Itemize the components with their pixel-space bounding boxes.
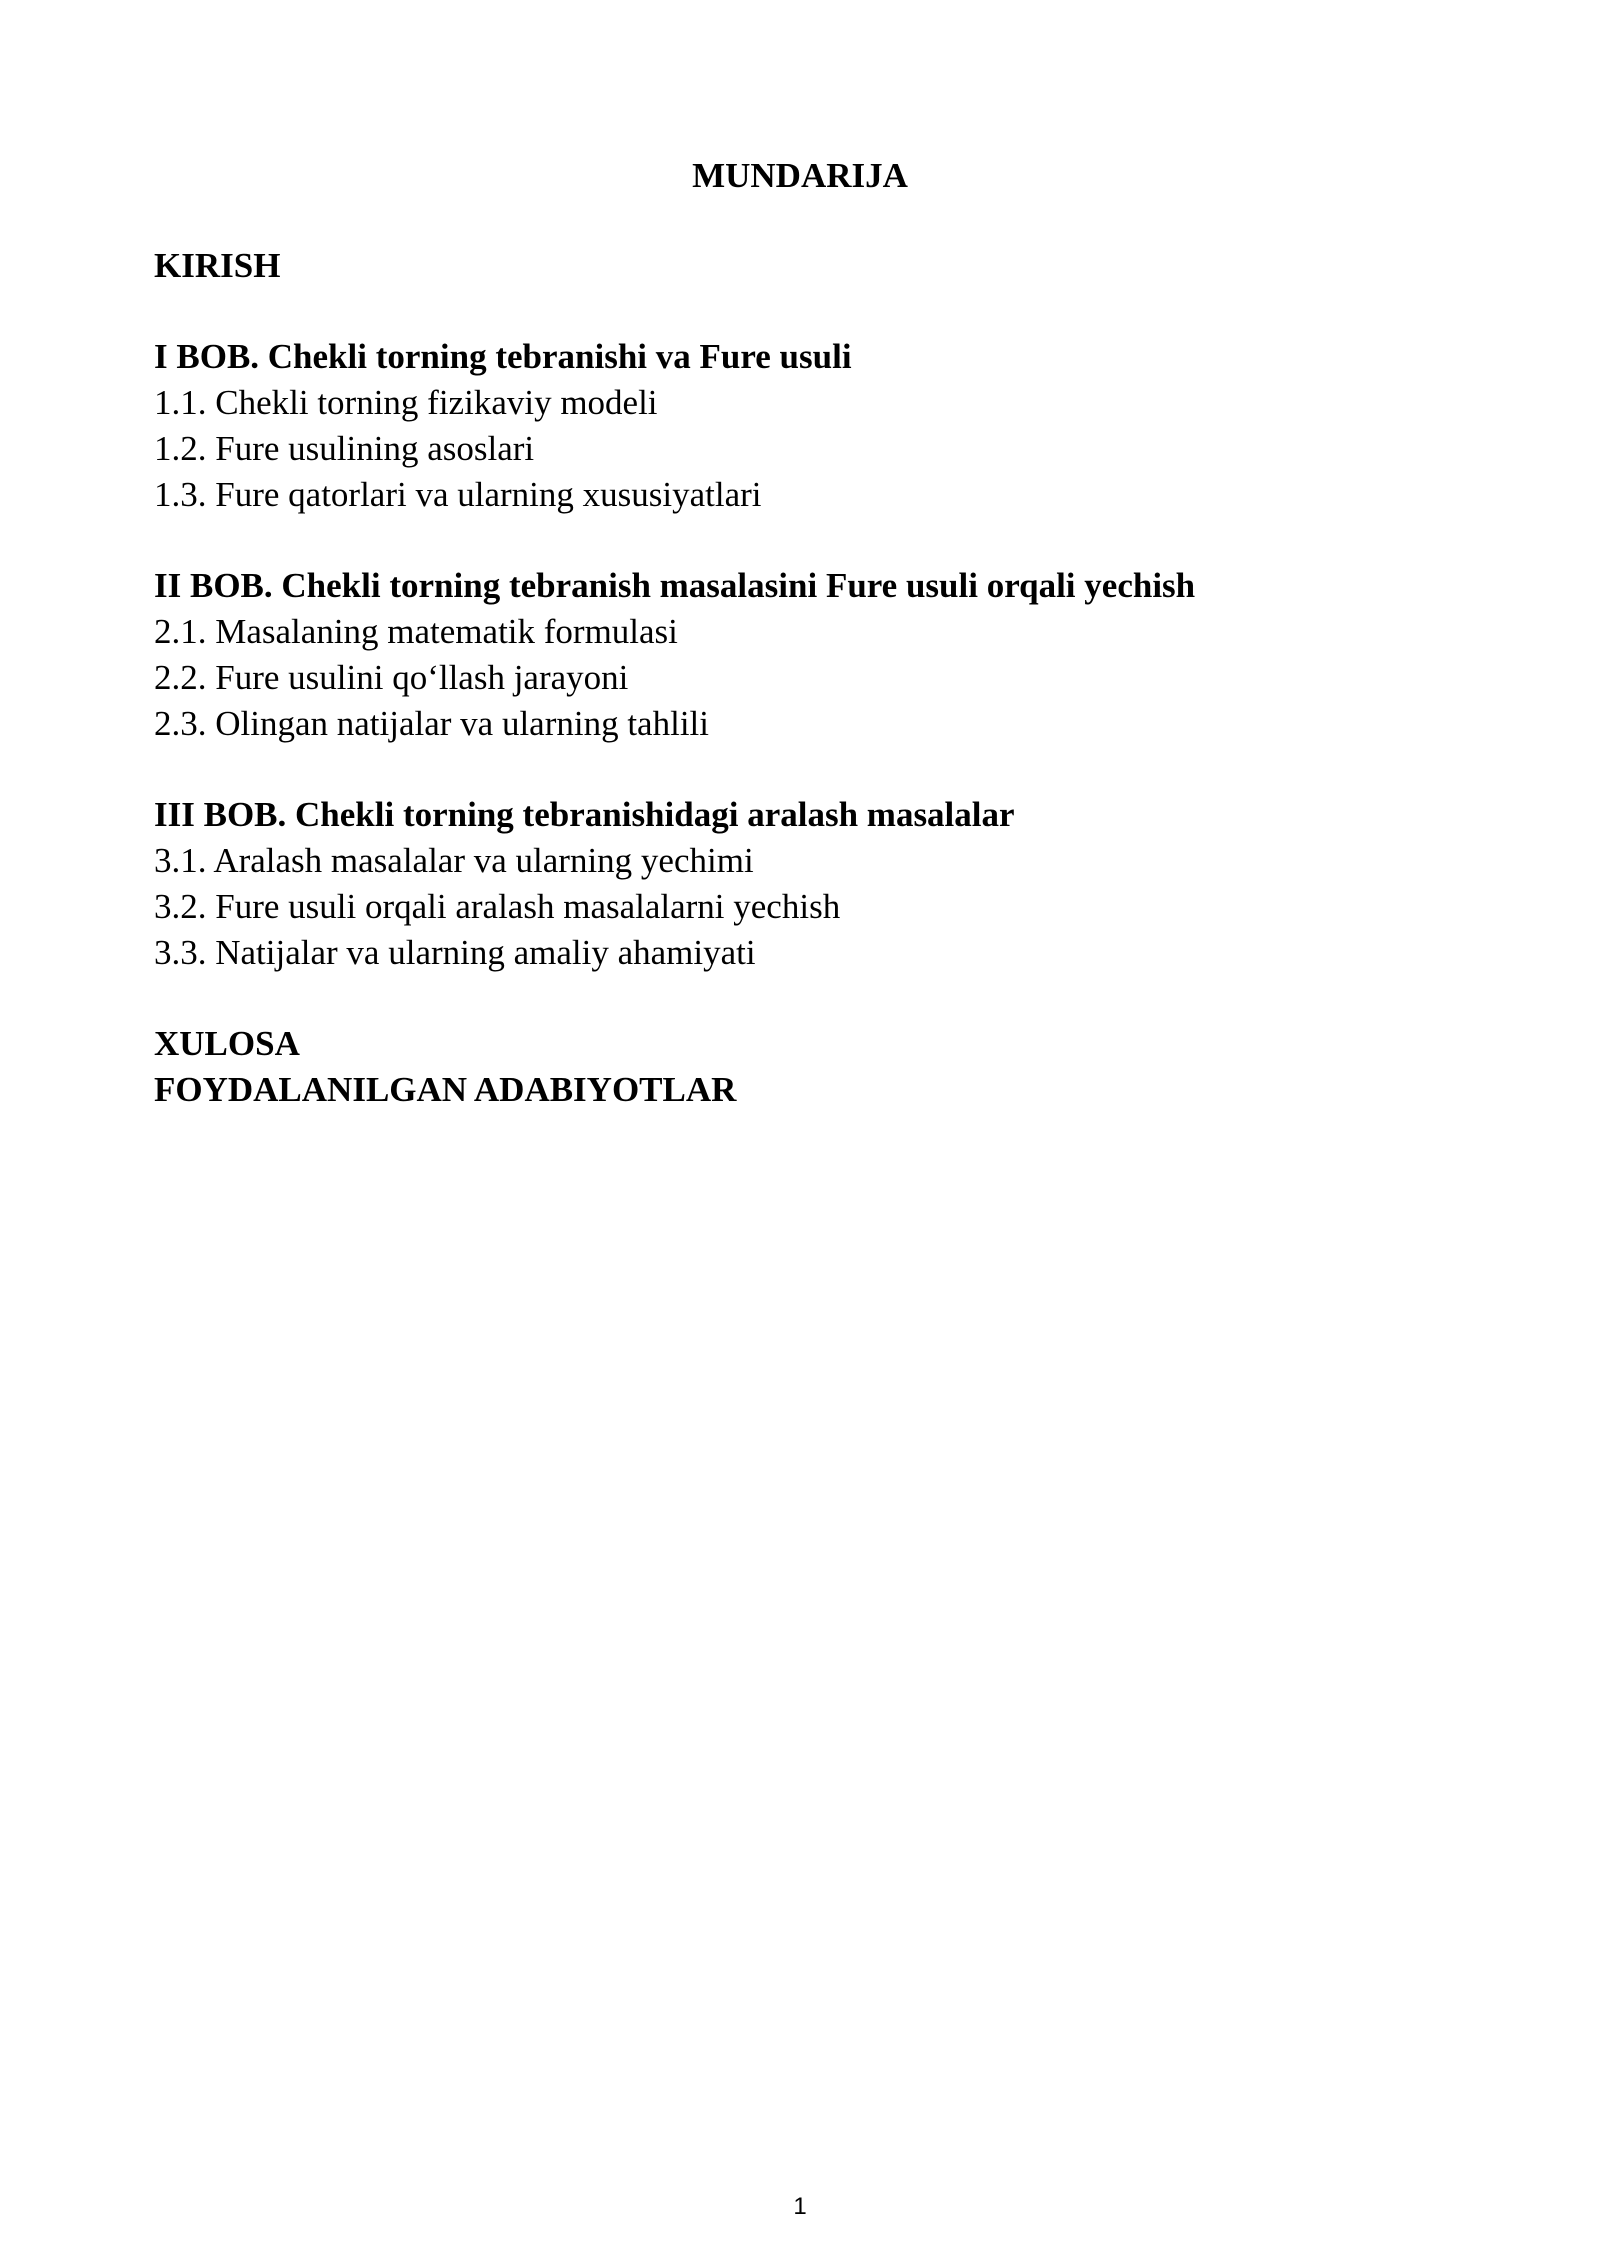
toc-section-1-2: 1.2. Fure usulining asoslari (154, 429, 535, 468)
toc-section-2-3: 2.3. Olingan natijalar va ularning tahlili (154, 704, 709, 743)
toc-chapter-3-heading: III BOB. Chekli torning tebranishidagi aralash masalalar (154, 795, 1015, 834)
toc-section-3-3: 3.3. Natijalar va ularning amaliy ahamiyati (154, 933, 756, 972)
toc-section-1-3: 1.3. Fure qatorlari va ularning xususiyatlari (154, 475, 762, 514)
toc-conclusion: XULOSA (154, 1024, 300, 1063)
toc-section-3-1: 3.1. Aralash masalalar va ularning yechimi (154, 841, 754, 880)
toc-section-1-1: 1.1. Chekli torning fizikaviy modeli (154, 383, 658, 422)
toc-intro: KIRISH (154, 246, 281, 285)
toc-section-2-2: 2.2. Fure usulini qo‘llash jarayoni (154, 658, 629, 697)
toc-references: FOYDALANILGAN ADABIYOTLAR (154, 1070, 737, 1109)
page-title: MUNDARIJA (692, 156, 908, 195)
toc-chapter-1-heading: I BOB. Chekli torning tebranishi va Fure usuli (154, 337, 852, 376)
toc-chapter-2-heading: II BOB. Chekli torning tebranish masalasini Fure usuli orqali yechish (154, 566, 1196, 605)
toc-section-2-1: 2.1. Masalaning matematik formulasi (154, 612, 678, 651)
page-number: 1 (793, 2193, 807, 2220)
toc-section-3-2: 3.2. Fure usuli orqali aralash masalalarni yechish (154, 887, 841, 926)
